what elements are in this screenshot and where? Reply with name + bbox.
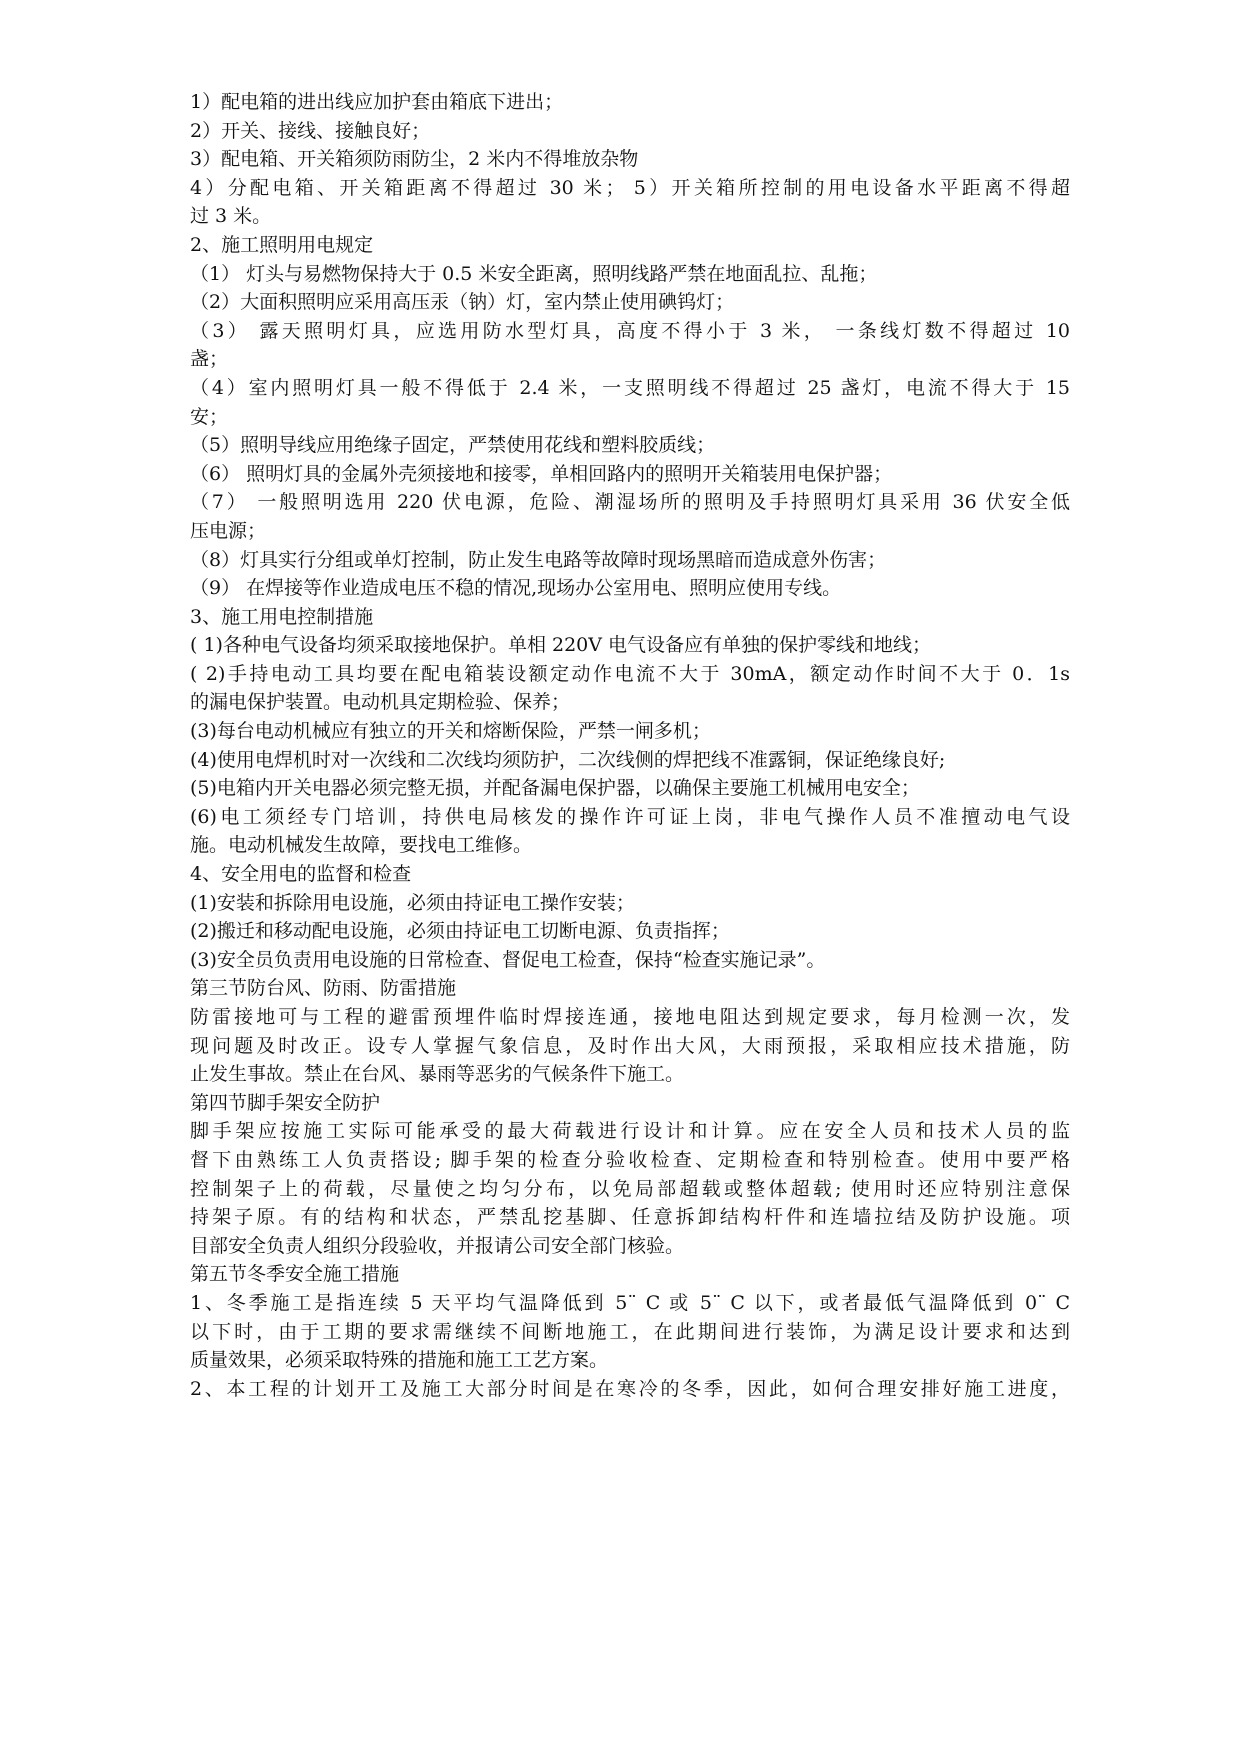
text-line: （1） 灯头与易燃物保持大于 0.5 米安全距离，照明线路严禁在地面乱拉、乱拖； [190, 262, 878, 285]
text-line: (3)安全员负责用电设施的日常检查、督促电工检查，保持“检查实施记录”。 [190, 948, 826, 971]
text-line: (4)使用电焊机时对一次线和二次线均须防护，二次线侧的焊把线不准露铜，保证绝缘良好; [190, 748, 946, 771]
text-line: （3） 露天照明灯具，应选用防水型灯具，高度不得小于 3 米， 一条线灯数不得超过 10 [190, 319, 1070, 342]
text-line: (6)电工须经专门培训，持供电局核发的操作许可证上岗，非电气操作人员不准擅动电气设 [190, 805, 1070, 828]
text-line: （4）室内照明灯具一般不得低于 2.4 米，一支照明线不得超过 25 盏灯，电流不得大于 15 [190, 376, 1070, 399]
text-line: （7） 一般照明选用 220 伏电源，危险、潮湿场所的照明及手持照明灯具采用 36 伏安全低 [190, 491, 1070, 514]
text-line: 4）分配电箱、开关箱距离不得超过 30 米； 5）开关箱所控制的用电设备水平距离不得超 [190, 176, 1070, 199]
text-line: ( 2)手持电动工具均要在配电箱装设额定动作电流不大于 30mA，额定动作时间不大于 0．1s [190, 662, 1070, 685]
text-line: 过 3 米。 [190, 205, 272, 228]
text-line: 安； [190, 405, 229, 428]
text-line: 1、冬季施工是指连续 5 天平均气温降低到 5¨ C 或 5¨ C 以下，或者最低气温降低到 0¨ C [190, 1291, 1070, 1314]
text-line: 控制架子上的荷载，尽量使之均匀分布，以免局部超载或整体超载; 使用时还应特别注意保 [190, 1177, 1070, 1200]
text-line: 盏； [190, 348, 229, 371]
text-line: 3）配电箱、开关箱须防雨防尘，2 米内不得堆放杂物 [190, 148, 639, 171]
document-page [190, 88, 1070, 1403]
text-line: 防雷接地可与工程的避雷预埋件临时焊接连通，接地电阻达到规定要求，每月检测一次，发 [190, 1006, 1070, 1028]
section-heading: 2、施工照明用电规定 [190, 233, 374, 256]
text-line: 目部安全负责人组织分段验收，并报请公司安全部门核验。 [190, 1234, 685, 1257]
text-line: 施。电动机械发生故障，要找电工维修。 [190, 834, 533, 857]
text-line: 督下由熟练工人负责搭设; 脚手架的检查分验收检查、定期检查和特别检查。使用中要严格 [190, 1148, 1070, 1171]
section-heading: 4、安全用电的监督和检查 [190, 863, 412, 886]
text-line: 2）开关、接线、接触良好； [190, 119, 431, 142]
section-heading: 第三节防台风、防雨、防雷措施 [190, 977, 457, 1000]
text-line: (3)每台电动机械应有独立的开关和熔断保险，严禁一闸多机； [190, 720, 711, 743]
section-heading: 第四节脚手架安全防护 [190, 1091, 381, 1114]
text-line: 以下时，由于工期的要求需继续不间断地施工，在此期间进行装饰，为满足设计要求和达到 [190, 1320, 1070, 1343]
text-line: （2）大面积照明应采用高压汞（钠）灯，室内禁止使用碘钨灯； [190, 291, 735, 314]
text-line: 2、本工程的计划开工及施工大部分时间是在寒冷的冬季，因此，如何合理安排好施工进度， [190, 1377, 1070, 1400]
text-line: (2)搬迁和移动配电设施，必须由持证电工切断电源、负责指挥； [190, 920, 730, 943]
text-line: 现问题及时改正。设专人掌握气象信息，及时作出大风，大雨预报，采取相应技术措施，防 [190, 1034, 1070, 1057]
text-line: ( 1)各种电气设备均须采取接地保护。单相 220V 电气设备应有单独的保护零线和地线； [190, 634, 932, 657]
text-line: 压电源； [190, 519, 267, 542]
text-line: （8）灯具实行分组或单灯控制，防止发生电路等故障时现场黑暗而造成意外伤害； [190, 548, 887, 571]
text-line: (5)电箱内开关电器必须完整无损，并配备漏电保护器，以确保主要施工机械用电安全； [190, 777, 920, 800]
text-line: 1）配电箱的进出线应加护套由箱底下进出； [190, 91, 564, 113]
section-heading: 3、施工用电控制措施 [190, 605, 374, 628]
text-line: 持架子原。有的结构和状态，严禁乱挖基脚、任意拆卸结构杆件和连墙拉结及防护设施。项 [190, 1206, 1070, 1229]
text-line: （5）照明导线应用绝缘子固定，严禁使用花线和塑料胶质线； [190, 434, 716, 457]
text-line: 脚手架应按施工实际可能承受的最大荷载进行设计和计算。应在安全人员和技术人员的监 [190, 1120, 1070, 1143]
section-heading: 第五节冬季安全施工措施 [190, 1263, 400, 1286]
text-line: （9） 在焊接等作业造成电压不稳的情况,现场办公室用电、照明应使用专线。 [190, 577, 842, 600]
text-line: 的漏电保护装置。电动机具定期检验、保养； [190, 691, 571, 714]
text-line: 质量效果，必须采取特殊的措施和施工工艺方案。 [190, 1349, 609, 1372]
text-line: (1)安装和拆除用电设施，必须由持证电工操作安装； [190, 891, 635, 914]
text-line: （6） 照明灯具的金属外壳须接地和接零，单相回路内的照明开关箱装用电保护器； [190, 462, 893, 485]
text-line: 止发生事故。禁止在台风、暴雨等恶劣的气候条件下施工。 [190, 1063, 685, 1086]
